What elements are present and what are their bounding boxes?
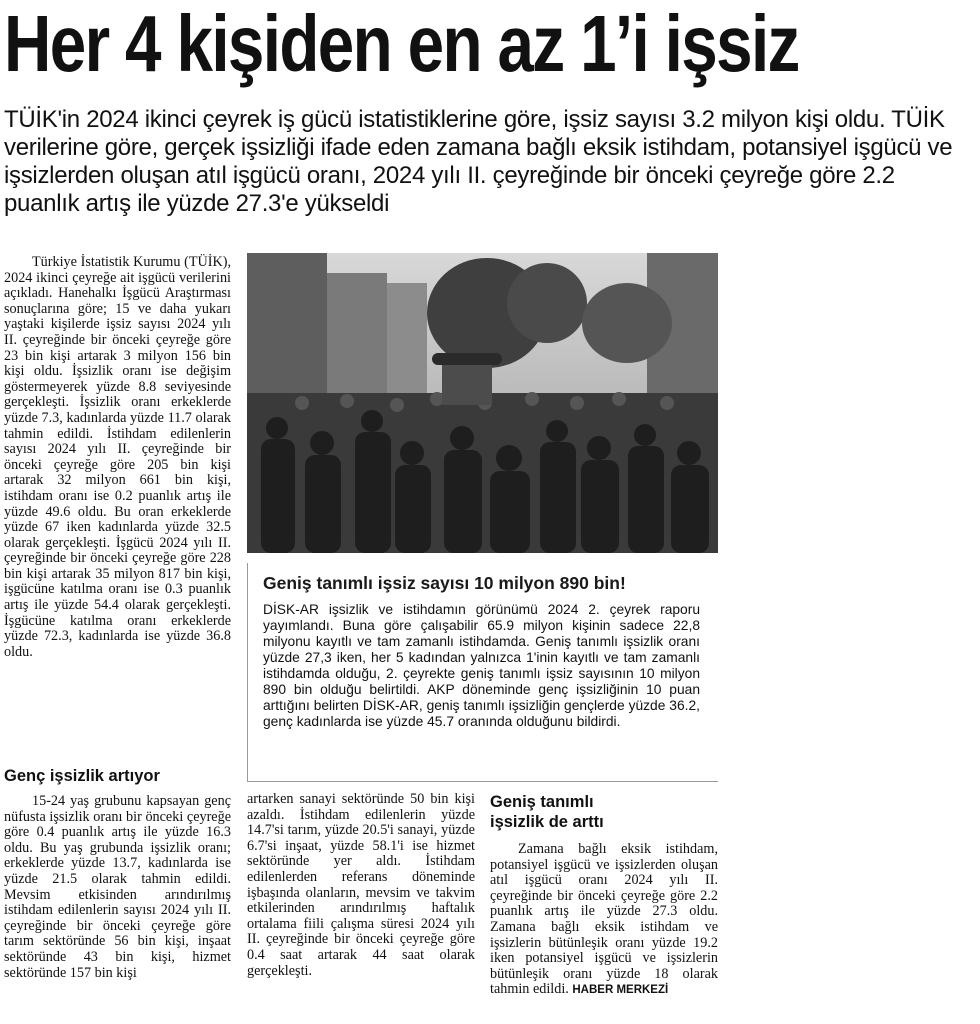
column-1-body: Türkiye İstatistik Kurumu (TÜİK), 2024 ikinci çeyreğe ait işgücü verilerini açıkladı. Hanehalkı İşgücü Araştırması sonuçlarına göre; 15 ve daha yukarı yaştaki kişilerde işsiz sayısı 2024 yılı II. çeyreğinde bir önceki çeyreğe göre 23 bin kişi artarak 3 milyon 156 bin kişi oldu. İşsizlik oranı ise değişim göstermeyerek yüzde 8.8 seviyesinde gerçekleşti. İşsizlik oranı erkeklerde yüzde 7.3, kadınlarda yüzde 11.7 olarak tahmin edildi. İstihdam edilenlerin sayısı 2024 yılı II. çeyreğinde bir önceki çeyreğe göre 205 bin kişi artarak 32 milyon 661 bin kişi, istihdam oranı ise 0.2 puanlık artış ile yüzde 49.6 oldu. Bu oran erkeklerde yüzde 67 iken kadınlarda yüzde 32.5 olarak gerçekleşti. İşgücü 2024 yılı II. çeyreğinde bir önceki çeyreğe göre 228 bin kişi artarak 35 milyon 817 bin kişi, işgücüne katılma oranı ise 0.3 puanlık artış ile yüzde 54.4 olarak gerçekleşti. İşgücüne katılma oranı erkeklerde yüzde 72.3, kadınlarda ise yüzde 36.8 oldu.: [4, 254, 231, 660]
box-bottom-rule: [247, 781, 718, 782]
column-1-body-2: 15-24 yaş grubunu kapsayan genç nüfusta işsizlik oranı bir önceki çeyreğe göre 0.4 puanlık artış ile yüzde 16.3 oldu. Bu yaş grubunda işsizlik oranı; erkeklerde yüzde 13.7, kadınlarda ise yüzde 21.5 olarak tahmin edildi. Mevsim etkisinden arındırılmış istihdam edilenlerin sayısı 2024 yılı II. çeyreğinde bir önceki çeyreğe göre tarım sektöründe 56 bin kişi, inşaat sektöründe 43 bin kişi, hizmet sektöründe 157 bin kişi: [4, 793, 231, 981]
article-column-1b: [4, 794, 231, 981]
column-3-text: Zamana bağlı eksik istihdam, potansiyel işgücü ve işsizlerden oluşan atıl işgücü oranı 2024 yılı II. çeyreğinde bir önceki çeyreğe göre 2.2 puanlık artış ile yüzde 27.3 oldu. Zamana bağlı eksik istihdam ve işsizlerin bütünleşik oranı yüzde 19.2 iken potansiyel işgücü ve işsizlerin bütünleşik oranı yüzde 18 olarak tahmin edildi.: [490, 841, 718, 998]
crowd-photo-illustration: [247, 253, 718, 553]
byline: HABER MERKEZİ: [572, 984, 669, 997]
headline: Her 4 kişiden en az 1’i işsiz: [4, 0, 799, 88]
column-2-body: artarken sanayi sektöründe 50 bin kişi azaldı. İstihdam edilenlerin yüzde 14.7'si tarım, yüzde 20.5'i sanayi, yüzde 6.7'si inşaat, yüzde 58.1'i ise hizmet sektöründe yer aldı. İstihdam edilenlerden referans döneminde işbaşında olanların, mevsim ve takvim etkilerinden arındırılmış haftalık ortalama fiili çalışma süresi 2024 yılı II. çeyreğinde bir önceki çeyreğe göre 0.4 saat artarak 44 saat olarak gerçekleşti.: [247, 791, 475, 979]
box-body: DİSK-AR işsizlik ve istihdamın görünümü 2024 2. çeyrek raporu yayımlandı. Buna göre çalışabilir 65.9 milyon kişinin sadece 22,8 milyonu kayıtlı ve tam zamanlı istihdamda. Geniş tanımlı işsizlik oranı yüzde 27,3 iken, her 5 kadından yalnızca 1'inin kayıtlı ve tam zamanlı istihdamda olduğu, 2. çeyrekte geniş tanımlı işsiz sayısının 10 milyon 890 bin olduğu belirtildi. AKP döneminde genç işsizliğinin 10 puan arttığını belirten DİSK-AR, geniş tanımlı işsizliğin gençlerde yüzde 36.2, genç kadınlarda ise yüzde 45.7 oranında olduğunu bildirdi.: [263, 602, 700, 729]
box-title: Geniş tanımlı işsiz sayısı 10 milyon 890 bin!: [263, 573, 626, 593]
subhead-line-2: işsizlik de arttı: [490, 813, 604, 831]
article-column-2: [247, 792, 475, 979]
crowd-street-photo: [247, 253, 718, 553]
article-column-3: [490, 842, 718, 999]
subhead-genis-tanimli: [490, 792, 604, 832]
box-left-rule: [247, 563, 248, 781]
subhead-line-1: Geniş tanımlı: [490, 793, 594, 811]
article-column-1: [4, 255, 231, 660]
subhead-genc-issizlik: Genç işsizlik artıyor: [4, 767, 160, 785]
lead-paragraph: TÜİK'in 2024 ikinci çeyrek iş gücü istatistiklerine göre, işsiz sayısı 3.2 milyon kişi oldu. TÜİK verilerine göre, gerçek işsizliği ifade eden zamana bağlı eksik istihdam, potansiyel işgücü ve işsizlerden oluşan atıl işgücü oranı, 2024 yılı II. çeyreğinde bir önceki çeyreğe göre 2.2 puanlık artış ile yüzde 27.3'e yükseldi: [4, 106, 953, 217]
column-3-body: [490, 842, 718, 999]
